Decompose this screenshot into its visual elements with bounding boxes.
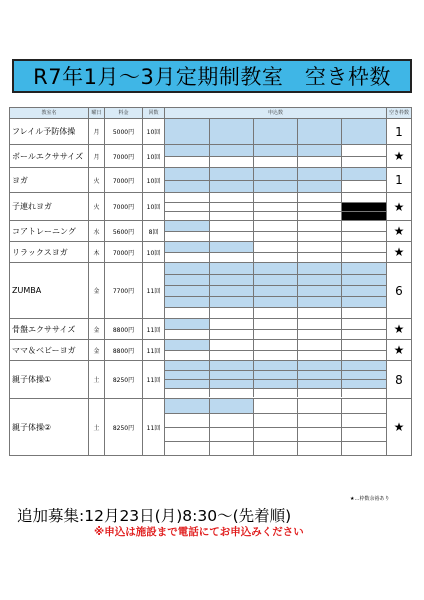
slot-empty — [209, 156, 253, 167]
slot-filled — [165, 340, 209, 350]
slot-empty — [342, 329, 386, 339]
slot-filled — [253, 145, 297, 156]
slot-empty — [165, 441, 209, 455]
class-day: 土 — [89, 399, 105, 456]
slot-filled — [342, 370, 386, 379]
slot-empty — [253, 211, 297, 220]
class-price: 5600円 — [105, 221, 143, 242]
slot-filled — [342, 168, 386, 180]
slot-empty — [298, 252, 342, 262]
class-times: 10回 — [143, 145, 165, 168]
vacancy-count: ★ — [387, 399, 412, 456]
slot-empty — [298, 231, 342, 241]
slot-filled — [209, 379, 253, 388]
slot-grid — [165, 168, 386, 192]
slot-empty — [253, 156, 297, 167]
slot-empty — [165, 202, 209, 211]
slot-filled — [165, 285, 209, 296]
slot-empty — [253, 441, 297, 455]
table-row — [10, 193, 412, 221]
table-row — [10, 221, 412, 242]
slot-empty — [253, 340, 297, 350]
slot-empty — [209, 252, 253, 262]
class-name: ママ＆ベビーヨガ — [10, 340, 89, 361]
slot-empty — [342, 252, 386, 262]
slot-grid — [165, 319, 386, 339]
slot-filled — [253, 379, 297, 388]
slot-blocked — [342, 202, 386, 211]
slot-empty — [253, 193, 297, 202]
vacancy-count: 6 — [387, 263, 412, 319]
slot-empty — [253, 307, 297, 318]
slot-empty — [165, 350, 209, 360]
class-name: ZUMBA — [10, 263, 89, 319]
slot-grid — [165, 193, 386, 220]
slot-filled — [165, 361, 209, 370]
slot-empty — [298, 221, 342, 231]
class-day: 月 — [89, 145, 105, 168]
slot-empty — [342, 145, 386, 156]
slot-empty — [209, 319, 253, 329]
application-slots — [165, 242, 387, 263]
slot-filled — [209, 399, 253, 413]
schedule-table — [9, 107, 412, 456]
page-title: R7年1月～3月定期制教室 空き枠数 — [12, 59, 412, 93]
slot-empty — [253, 350, 297, 360]
slot-empty — [209, 307, 253, 318]
slot-filled — [165, 274, 209, 285]
slot-empty — [165, 156, 209, 167]
class-day: 金 — [89, 319, 105, 340]
class-name: フレイル予防体操 — [10, 119, 89, 145]
slot-filled — [342, 379, 386, 388]
slot-grid — [165, 119, 386, 144]
table-row — [10, 319, 412, 340]
slot-empty — [342, 319, 386, 329]
class-day: 木 — [89, 242, 105, 263]
slot-grid — [165, 263, 386, 318]
slot-empty — [298, 329, 342, 339]
class-price: 7000円 — [105, 193, 143, 221]
slot-empty — [253, 252, 297, 262]
slot-empty — [342, 441, 386, 455]
class-times: 10回 — [143, 119, 165, 145]
slot-empty — [298, 242, 342, 252]
vacancy-count: ★ — [387, 319, 412, 340]
slot-empty — [342, 231, 386, 241]
class-price: 7000円 — [105, 168, 143, 193]
class-name: コアトレーニング — [10, 221, 89, 242]
slot-empty — [209, 202, 253, 211]
class-times: 11回 — [143, 340, 165, 361]
class-name: リラックスヨガ — [10, 242, 89, 263]
class-times: 11回 — [143, 263, 165, 319]
header-applied: 申込数 — [165, 108, 387, 119]
class-price: 7000円 — [105, 145, 143, 168]
slot-empty — [342, 307, 386, 318]
slot-empty — [342, 193, 386, 202]
header-day: 曜日 — [89, 108, 105, 119]
application-slots — [165, 399, 387, 456]
class-name: 子連れヨガ — [10, 193, 89, 221]
slot-empty — [165, 193, 209, 202]
table-row — [10, 145, 412, 168]
slot-empty — [298, 427, 342, 441]
slot-empty — [298, 202, 342, 211]
class-day: 金 — [89, 263, 105, 319]
slot-filled — [298, 119, 342, 144]
slot-empty — [253, 231, 297, 241]
slot-filled — [253, 274, 297, 285]
slot-filled — [298, 379, 342, 388]
slot-empty — [298, 340, 342, 350]
slot-filled — [253, 296, 297, 307]
slot-empty — [253, 242, 297, 252]
extra-recruitment: 追加募集:12月23日(月)8:30～(先着順) — [17, 507, 292, 525]
slot-filled — [298, 285, 342, 296]
slot-filled — [298, 263, 342, 274]
slot-empty — [342, 388, 386, 397]
slot-filled — [209, 263, 253, 274]
slot-grid — [165, 242, 386, 262]
slot-empty — [342, 242, 386, 252]
slot-empty — [209, 388, 253, 397]
slot-filled — [298, 145, 342, 156]
slot-empty — [165, 329, 209, 339]
slot-filled — [253, 370, 297, 379]
slot-filled — [209, 370, 253, 379]
slot-filled — [253, 119, 297, 144]
class-times: 11回 — [143, 399, 165, 456]
slot-empty — [209, 413, 253, 427]
slot-empty — [298, 350, 342, 360]
slot-filled — [253, 168, 297, 180]
application-slots — [165, 263, 387, 319]
slot-filled — [209, 145, 253, 156]
slot-empty — [298, 399, 342, 413]
slot-filled — [165, 119, 209, 144]
slot-empty — [209, 441, 253, 455]
slot-empty — [298, 211, 342, 220]
slot-empty — [298, 193, 342, 202]
slot-empty — [209, 350, 253, 360]
slot-empty — [253, 388, 297, 397]
slot-grid — [165, 340, 386, 360]
class-price: 8250円 — [105, 361, 143, 399]
slot-empty — [253, 221, 297, 231]
class-price: 8800円 — [105, 340, 143, 361]
application-slots — [165, 145, 387, 168]
slot-empty — [209, 211, 253, 220]
class-day: 火 — [89, 168, 105, 193]
table-row — [10, 361, 412, 399]
slot-filled — [298, 296, 342, 307]
slot-filled — [209, 119, 253, 144]
class-day: 火 — [89, 193, 105, 221]
application-slots — [165, 319, 387, 340]
slot-filled — [209, 296, 253, 307]
class-day: 金 — [89, 340, 105, 361]
slot-empty — [253, 329, 297, 339]
table-row — [10, 119, 412, 145]
slot-filled — [165, 296, 209, 307]
slot-empty — [298, 307, 342, 318]
slot-filled — [209, 274, 253, 285]
slot-filled — [298, 370, 342, 379]
slot-empty — [298, 441, 342, 455]
class-price: 8800円 — [105, 319, 143, 340]
class-times: 11回 — [143, 361, 165, 399]
slot-empty — [298, 319, 342, 329]
slot-empty — [253, 427, 297, 441]
table-row — [10, 168, 412, 193]
slot-filled — [298, 361, 342, 370]
slot-empty — [342, 399, 386, 413]
slot-filled — [342, 361, 386, 370]
slot-empty — [253, 319, 297, 329]
table-row — [10, 263, 412, 319]
application-slots — [165, 119, 387, 145]
slot-filled — [209, 361, 253, 370]
slot-empty — [342, 221, 386, 231]
class-price: 7000円 — [105, 242, 143, 263]
slot-filled — [342, 296, 386, 307]
slot-empty — [253, 413, 297, 427]
class-price: 7700円 — [105, 263, 143, 319]
slot-empty — [298, 388, 342, 397]
slot-empty — [165, 413, 209, 427]
slot-filled — [209, 285, 253, 296]
vacancy-count: ★ — [387, 145, 412, 168]
slot-empty — [209, 193, 253, 202]
class-day: 水 — [89, 221, 105, 242]
slot-empty — [209, 221, 253, 231]
slot-filled — [342, 285, 386, 296]
class-times: 10回 — [143, 168, 165, 193]
class-name: 骨盤エクササイズ — [10, 319, 89, 340]
slot-empty — [209, 329, 253, 339]
class-name: ヨガ — [10, 168, 89, 193]
slot-filled — [165, 242, 209, 252]
slot-grid — [165, 361, 386, 397]
application-slots — [165, 221, 387, 242]
legend: ★…枠数余裕あり — [350, 496, 390, 502]
class-day: 土 — [89, 361, 105, 399]
slot-grid — [165, 145, 386, 167]
slot-filled — [165, 168, 209, 180]
slot-empty — [298, 413, 342, 427]
application-slots — [165, 168, 387, 193]
slot-filled — [165, 221, 209, 231]
class-times: 10回 — [143, 242, 165, 263]
slot-empty — [165, 231, 209, 241]
slot-empty — [165, 252, 209, 262]
application-note: ※申込は施設まで電話にてお申込みください — [94, 526, 304, 538]
slot-filled — [165, 180, 209, 192]
slot-empty — [342, 413, 386, 427]
slot-empty — [165, 388, 209, 397]
slot-filled — [342, 274, 386, 285]
class-name: 親子体操① — [10, 361, 89, 399]
table-row — [10, 399, 412, 456]
application-slots — [165, 361, 387, 399]
slot-filled — [342, 263, 386, 274]
class-name: 親子体操② — [10, 399, 89, 456]
slot-empty — [209, 427, 253, 441]
slot-empty — [209, 340, 253, 350]
slot-grid — [165, 399, 386, 455]
slot-empty — [342, 350, 386, 360]
header-vacancy: 空き枠数 — [387, 108, 412, 119]
vacancy-count: 1 — [387, 168, 412, 193]
slot-filled — [298, 168, 342, 180]
slot-filled — [165, 399, 209, 413]
vacancy-count: ★ — [387, 221, 412, 242]
slot-filled — [165, 263, 209, 274]
slot-filled — [209, 168, 253, 180]
header-times: 回数 — [143, 108, 165, 119]
slot-empty — [165, 307, 209, 318]
slot-filled — [209, 180, 253, 192]
slot-filled — [298, 274, 342, 285]
slot-blocked — [342, 211, 386, 220]
slot-filled — [253, 361, 297, 370]
header-price: 料金 — [105, 108, 143, 119]
slot-filled — [165, 145, 209, 156]
slot-empty — [165, 427, 209, 441]
slot-empty — [253, 202, 297, 211]
class-times: 10回 — [143, 193, 165, 221]
class-price: 5000円 — [105, 119, 143, 145]
class-name: ボールエクササイズ — [10, 145, 89, 168]
slot-empty — [165, 211, 209, 220]
vacancy-count: 8 — [387, 361, 412, 399]
slot-filled — [253, 180, 297, 192]
application-slots — [165, 193, 387, 221]
class-times: 8回 — [143, 221, 165, 242]
slot-filled — [298, 180, 342, 192]
header-row — [10, 108, 412, 119]
class-times: 11回 — [143, 319, 165, 340]
slot-empty — [342, 156, 386, 167]
class-day: 月 — [89, 119, 105, 145]
vacancy-count: ★ — [387, 340, 412, 361]
slot-empty — [209, 231, 253, 241]
vacancy-count: ★ — [387, 242, 412, 263]
slot-empty — [253, 399, 297, 413]
slot-filled — [209, 242, 253, 252]
slot-filled — [253, 285, 297, 296]
slot-filled — [165, 370, 209, 379]
slot-empty — [298, 156, 342, 167]
slot-empty — [342, 340, 386, 350]
table-row — [10, 242, 412, 263]
header-name: 教室名 — [10, 108, 89, 119]
vacancy-count: 1 — [387, 119, 412, 145]
slot-filled — [165, 379, 209, 388]
slot-filled — [342, 119, 386, 144]
class-price: 8250円 — [105, 399, 143, 456]
slot-grid — [165, 221, 386, 241]
vacancy-count: ★ — [387, 193, 412, 221]
slot-empty — [342, 180, 386, 192]
table-row — [10, 340, 412, 361]
application-slots — [165, 340, 387, 361]
slot-filled — [253, 263, 297, 274]
slot-empty — [342, 427, 386, 441]
slot-filled — [165, 319, 209, 329]
